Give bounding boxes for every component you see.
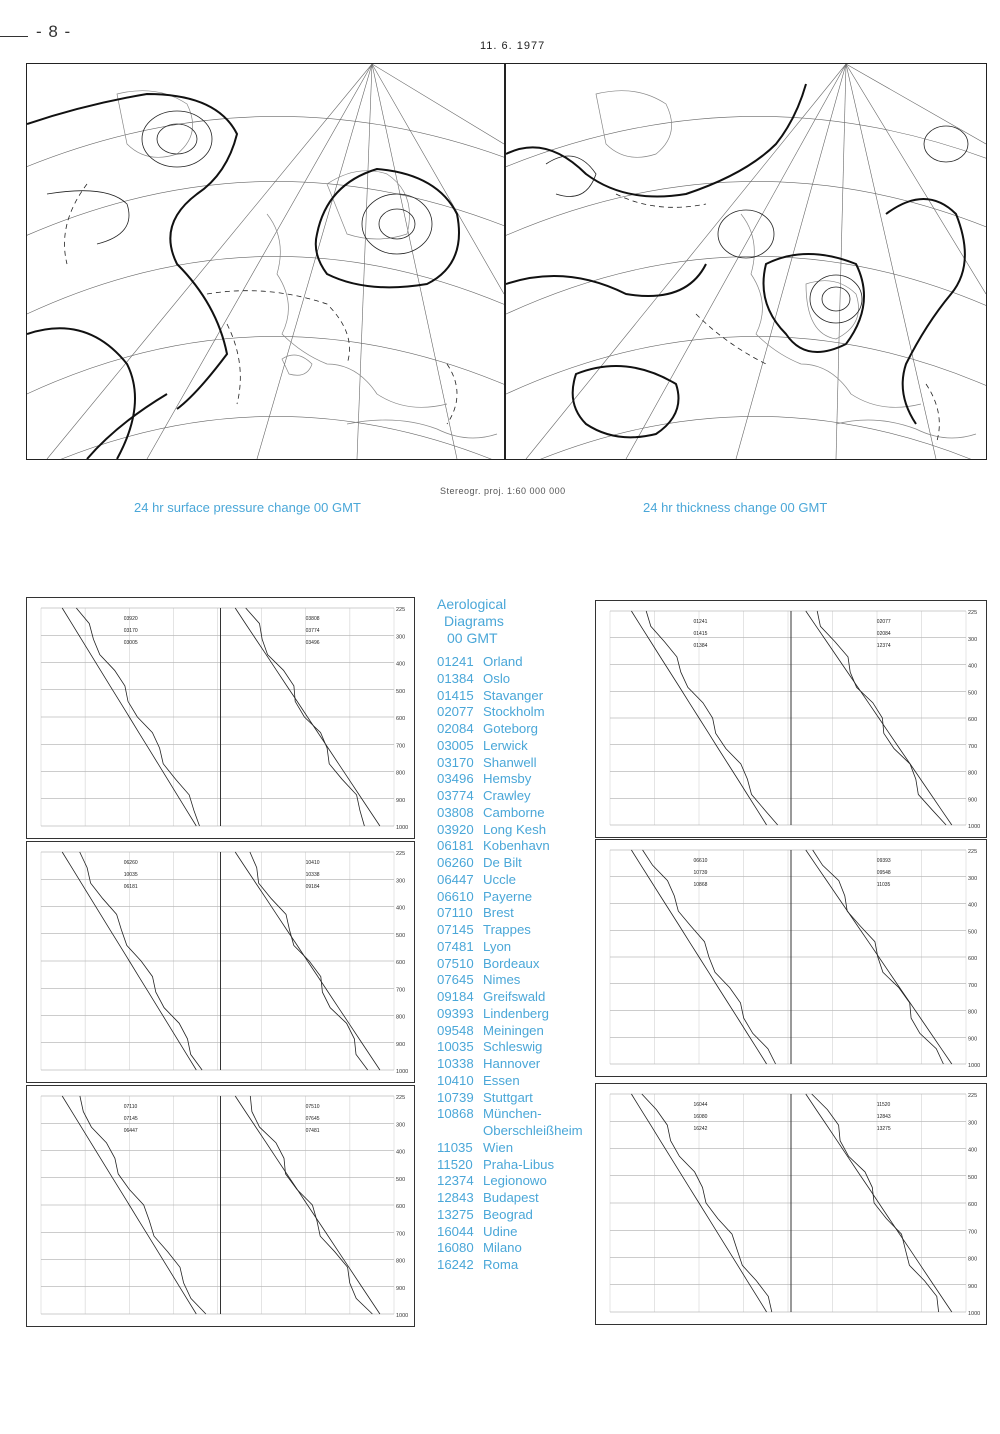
top-rule xyxy=(0,36,28,37)
pressure-level-label: 1000 xyxy=(396,1069,409,1075)
pressure-level-label: 900 xyxy=(968,1283,978,1290)
station-row xyxy=(437,721,572,738)
station-name: Trappes xyxy=(483,922,531,937)
station-id-label: 10410 xyxy=(305,860,320,866)
pressure-level-label: 900 xyxy=(396,797,406,804)
station-name: Wien xyxy=(483,1139,514,1155)
station-name: Payerne xyxy=(483,888,533,904)
aerological-diagram-right-3 xyxy=(595,1083,987,1325)
pressure-level-label: 225 xyxy=(968,610,978,616)
station-name: Bordeaux xyxy=(483,955,540,971)
station-row xyxy=(437,872,572,889)
station-id-label: 11520 xyxy=(876,1102,891,1108)
station-code: 16242 xyxy=(437,1257,474,1272)
station-code: 16044 xyxy=(437,1223,474,1239)
pressure-level-label: 400 xyxy=(968,663,978,670)
pressure-level-label: 900 xyxy=(968,797,978,804)
map-graticule xyxy=(27,64,504,459)
station-row xyxy=(437,755,572,772)
station-name: Crawley xyxy=(483,788,531,803)
station-name: Beograd xyxy=(483,1206,533,1222)
station-name: Milano xyxy=(483,1240,522,1256)
surface-pressure-caption: 24 hr surface pressure change 00 GMT xyxy=(134,500,361,515)
pressure-level-label: 500 xyxy=(396,932,406,939)
pressure-level-label: 500 xyxy=(968,690,978,697)
station-row xyxy=(437,889,572,906)
pressure-level-label: 800 xyxy=(968,770,978,777)
station-code: 03496 xyxy=(437,771,474,787)
station-id-label: 01415 xyxy=(693,631,708,637)
pressure-level-label: 700 xyxy=(396,987,406,994)
station-code: 03808 xyxy=(437,804,474,820)
station-row xyxy=(437,1023,572,1040)
station-code: 13275 xyxy=(437,1206,474,1222)
station-code: 02084 xyxy=(437,721,474,736)
pressure-level-label: 225 xyxy=(396,851,406,857)
station-row xyxy=(437,671,572,688)
pressure-level-label: 225 xyxy=(968,849,978,855)
station-row xyxy=(437,788,572,805)
pressure-level-label: 225 xyxy=(396,607,406,613)
station-name: Hemsby xyxy=(483,771,532,787)
station-row xyxy=(437,939,572,956)
page-date: 11. 6. 1977 xyxy=(480,40,546,52)
pressure-level-label: 225 xyxy=(396,1095,406,1101)
station-name: Stavanger xyxy=(483,687,544,703)
station-code: 11035 xyxy=(437,1139,473,1155)
station-code: 12843 xyxy=(437,1190,474,1205)
station-id-label: 07110 xyxy=(123,1104,138,1110)
station-code: 03920 xyxy=(437,821,474,837)
station-code: 01241 xyxy=(437,654,474,669)
station-id-label: 10338 xyxy=(305,872,320,878)
thickness-change-map xyxy=(505,63,987,460)
station-code: 07510 xyxy=(437,955,474,971)
pressure-level-label: 500 xyxy=(396,688,406,695)
aerological-diagram-drawing xyxy=(596,1084,986,1324)
pressure-level-label: 700 xyxy=(396,1231,406,1238)
station-name: Uccle xyxy=(483,871,516,887)
thickness-isolines-thin xyxy=(546,126,968,323)
pressure-isolines-dashed xyxy=(65,184,458,424)
pressure-level-label: 600 xyxy=(396,716,406,722)
station-name: Hannover xyxy=(483,1056,541,1071)
station-code: 07481 xyxy=(437,938,474,954)
station-name: Nimes xyxy=(483,972,521,988)
station-id-label: 09184 xyxy=(305,884,320,890)
pressure-level-label: 400 xyxy=(968,1147,978,1154)
legend-title-line-2: Diagrams xyxy=(444,613,504,629)
map-graticule xyxy=(506,64,986,459)
station-code: 06447 xyxy=(437,871,474,887)
station-name: Long Kesh xyxy=(483,821,547,837)
station-id-label: 16080 xyxy=(693,1114,708,1120)
pressure-level-label: 600 xyxy=(396,1204,406,1210)
station-name: Roma xyxy=(483,1257,519,1272)
station-code: 10410 xyxy=(437,1072,474,1088)
station-name: Stuttgart xyxy=(483,1089,533,1105)
pressure-level-label: 300 xyxy=(968,875,978,882)
station-name: Stockholm xyxy=(483,704,545,720)
station-row xyxy=(437,989,572,1006)
pressure-level-label: 900 xyxy=(968,1036,978,1043)
station-id-label: 10035 xyxy=(123,872,138,878)
aerological-diagram-drawing xyxy=(27,842,414,1082)
station-code: 09393 xyxy=(437,1005,474,1021)
station-code: 07145 xyxy=(437,922,474,937)
station-row xyxy=(437,855,572,872)
pressure-level-label: 800 xyxy=(968,1256,978,1263)
surface-pressure-change-map xyxy=(26,63,505,460)
station-row xyxy=(437,1224,572,1241)
station-row xyxy=(437,1157,572,1174)
aerological-diagram-left-3 xyxy=(26,1085,415,1327)
pressure-level-label: 300 xyxy=(396,878,406,885)
station-name: München- xyxy=(483,1106,542,1122)
pressure-level-label: 700 xyxy=(396,743,406,750)
station-name: Camborne xyxy=(483,804,545,820)
station-id-label: 09548 xyxy=(876,870,891,876)
station-name: Oberschleißheim xyxy=(483,1123,583,1138)
pressure-level-label: 700 xyxy=(968,1229,978,1236)
aerological-diagram-left-2 xyxy=(26,841,415,1083)
pressure-level-label: 400 xyxy=(396,661,406,668)
thickness-isolines-bold xyxy=(506,84,965,437)
station-id-label: 13275 xyxy=(876,1126,891,1132)
pressure-level-label: 700 xyxy=(968,982,978,989)
station-id-label: 06181 xyxy=(123,884,138,890)
station-id-label: 12843 xyxy=(876,1114,891,1120)
pressure-level-label: 400 xyxy=(968,902,978,909)
station-name: Oslo xyxy=(483,670,511,686)
projection-note: Stereogr. proj. 1:60 000 000 xyxy=(440,486,566,496)
pressure-level-label: 800 xyxy=(968,1009,978,1016)
station-row xyxy=(437,688,572,705)
station-id-label: 07145 xyxy=(123,1116,138,1122)
station-code: 11520 xyxy=(437,1156,473,1172)
pressure-level-label: 800 xyxy=(396,1014,406,1021)
station-name: Goteborg xyxy=(483,721,538,736)
aerological-diagram-left-1 xyxy=(26,597,415,839)
station-name: Praha-Libus xyxy=(483,1156,555,1172)
station-code: 06181 xyxy=(437,838,474,854)
station-id-label: 01241 xyxy=(693,619,708,625)
station-code: 03774 xyxy=(437,788,474,803)
pressure-level-label: 900 xyxy=(396,1285,406,1292)
station-code: 03005 xyxy=(437,737,474,753)
thickness-isolines-dashed xyxy=(616,194,939,444)
station-name: Shanwell xyxy=(483,754,537,770)
station-id-label: 02077 xyxy=(876,619,891,625)
station-name: Lindenberg xyxy=(483,1005,549,1021)
station-code: 06610 xyxy=(437,888,474,904)
station-name: Greifswald xyxy=(483,989,546,1004)
coastlines xyxy=(596,91,976,438)
station-code: 01384 xyxy=(437,670,474,686)
station-id-label: 16044 xyxy=(693,1102,708,1108)
pressure-level-label: 400 xyxy=(396,905,406,912)
station-row xyxy=(437,1190,572,1207)
station-row xyxy=(437,1056,572,1073)
legend-title-line-1: Aerological xyxy=(437,596,507,612)
pressure-level-label: 300 xyxy=(968,636,978,643)
station-id-label: 01384 xyxy=(693,643,708,649)
station-id-label: 02084 xyxy=(876,631,891,637)
legend-title-line-3: 00 GMT xyxy=(447,630,498,646)
station-row xyxy=(437,822,572,839)
station-id-label: 06610 xyxy=(693,858,708,864)
aerological-legend-title xyxy=(437,596,557,647)
station-code: 06260 xyxy=(437,855,474,870)
station-code: 16080 xyxy=(437,1240,474,1256)
station-id-label: 11035 xyxy=(876,882,891,888)
station-code: 10338 xyxy=(437,1056,474,1071)
station-id-label: 10868 xyxy=(693,882,708,888)
station-id-label: 03005 xyxy=(123,640,138,646)
station-code: 09184 xyxy=(437,989,474,1004)
aerological-diagram-right-1 xyxy=(595,600,987,838)
pressure-level-label: 800 xyxy=(396,1258,406,1265)
aerological-diagram-drawing xyxy=(27,1086,414,1326)
station-row xyxy=(437,956,572,973)
station-name: Lyon xyxy=(483,938,512,954)
pressure-level-label: 500 xyxy=(968,929,978,936)
station-row xyxy=(437,654,572,671)
pressure-level-label: 300 xyxy=(396,1122,406,1129)
station-row xyxy=(437,838,572,855)
aerological-diagram-drawing xyxy=(27,598,414,838)
station-name: Kobenhavn xyxy=(483,838,550,854)
station-id-label: 03496 xyxy=(305,640,320,646)
station-name: Schleswig xyxy=(483,1039,543,1055)
station-code: 09548 xyxy=(437,1022,474,1038)
station-id-label: 03920 xyxy=(123,616,138,622)
station-row xyxy=(437,704,572,721)
station-name: Brest xyxy=(483,905,514,921)
station-name: Budapest xyxy=(483,1190,539,1205)
pressure-level-label: 600 xyxy=(968,956,978,962)
station-row xyxy=(437,1207,572,1224)
station-row xyxy=(437,1006,572,1023)
station-row xyxy=(437,1039,572,1056)
station-row xyxy=(437,1173,572,1190)
station-code: 07110 xyxy=(437,905,473,921)
pressure-level-label: 1000 xyxy=(968,1063,981,1069)
station-code: 10868 xyxy=(437,1106,474,1122)
station-name: Essen xyxy=(483,1072,520,1088)
station-id-label: 07481 xyxy=(305,1128,320,1134)
pressure-level-label: 800 xyxy=(396,770,406,777)
station-code: 10035 xyxy=(437,1039,474,1055)
station-id-label: 06260 xyxy=(123,860,138,866)
pressure-level-label: 700 xyxy=(968,743,978,750)
pressure-level-label: 225 xyxy=(968,1093,978,1099)
station-row xyxy=(437,1123,583,1140)
aerological-diagram-right-2 xyxy=(595,839,987,1077)
station-row xyxy=(437,771,572,788)
pressure-level-label: 1000 xyxy=(968,824,981,830)
station-id-label: 16242 xyxy=(693,1126,708,1132)
station-name: Orland xyxy=(483,654,523,669)
pressure-level-label: 500 xyxy=(396,1176,406,1183)
station-name: Lerwick xyxy=(483,737,528,753)
station-row xyxy=(437,905,572,922)
pressure-level-label: 500 xyxy=(968,1174,978,1181)
station-id-label: 07510 xyxy=(305,1104,320,1110)
station-row xyxy=(437,805,572,822)
station-code xyxy=(437,1123,483,1140)
pressure-level-label: 600 xyxy=(396,960,406,966)
station-row xyxy=(437,1073,572,1090)
station-row xyxy=(437,1090,572,1107)
thickness-map-drawing xyxy=(506,64,986,459)
station-code: 10739 xyxy=(437,1089,474,1105)
station-row xyxy=(437,1257,572,1274)
surface-pressure-map-drawing xyxy=(27,64,504,459)
aerological-diagram-drawing xyxy=(596,840,986,1076)
pressure-level-label: 600 xyxy=(968,717,978,723)
station-code: 03170 xyxy=(437,754,474,770)
station-id-label: 12374 xyxy=(876,643,891,649)
pressure-level-label: 300 xyxy=(968,1120,978,1127)
aerological-diagram-drawing xyxy=(596,601,986,837)
thickness-caption: 24 hr thickness change 00 GMT xyxy=(643,500,828,515)
pressure-level-label: 1000 xyxy=(396,1313,409,1319)
station-id-label: 03774 xyxy=(305,628,320,634)
station-name: De Bilt xyxy=(483,855,522,870)
station-id-label: 06447 xyxy=(123,1128,138,1134)
pressure-level-label: 1000 xyxy=(396,825,409,831)
station-code: 01415 xyxy=(437,687,474,703)
station-name: Legionowo xyxy=(483,1173,547,1189)
station-code: 12374 xyxy=(437,1173,474,1189)
station-id-label: 07645 xyxy=(305,1116,320,1122)
station-row xyxy=(437,738,572,755)
station-name: Udine xyxy=(483,1223,518,1239)
pressure-level-label: 300 xyxy=(396,634,406,641)
station-row xyxy=(437,1240,572,1257)
station-id-label: 09393 xyxy=(876,858,891,864)
pressure-level-label: 1000 xyxy=(968,1311,981,1317)
station-row xyxy=(437,922,572,939)
station-id-label: 03170 xyxy=(123,628,138,634)
station-id-label: 10739 xyxy=(693,870,708,876)
station-list xyxy=(437,654,583,1274)
page-number: - 8 - xyxy=(36,22,72,41)
station-code: 02077 xyxy=(437,704,474,720)
pressure-level-label: 400 xyxy=(396,1149,406,1156)
pressure-level-label: 600 xyxy=(968,1202,978,1208)
pressure-level-label: 900 xyxy=(396,1041,406,1048)
station-code: 07645 xyxy=(437,972,474,988)
station-name: Meiningen xyxy=(483,1022,544,1038)
station-row xyxy=(437,1140,572,1157)
station-id-label: 03808 xyxy=(305,616,320,622)
station-row xyxy=(437,972,572,989)
station-row xyxy=(437,1106,572,1123)
